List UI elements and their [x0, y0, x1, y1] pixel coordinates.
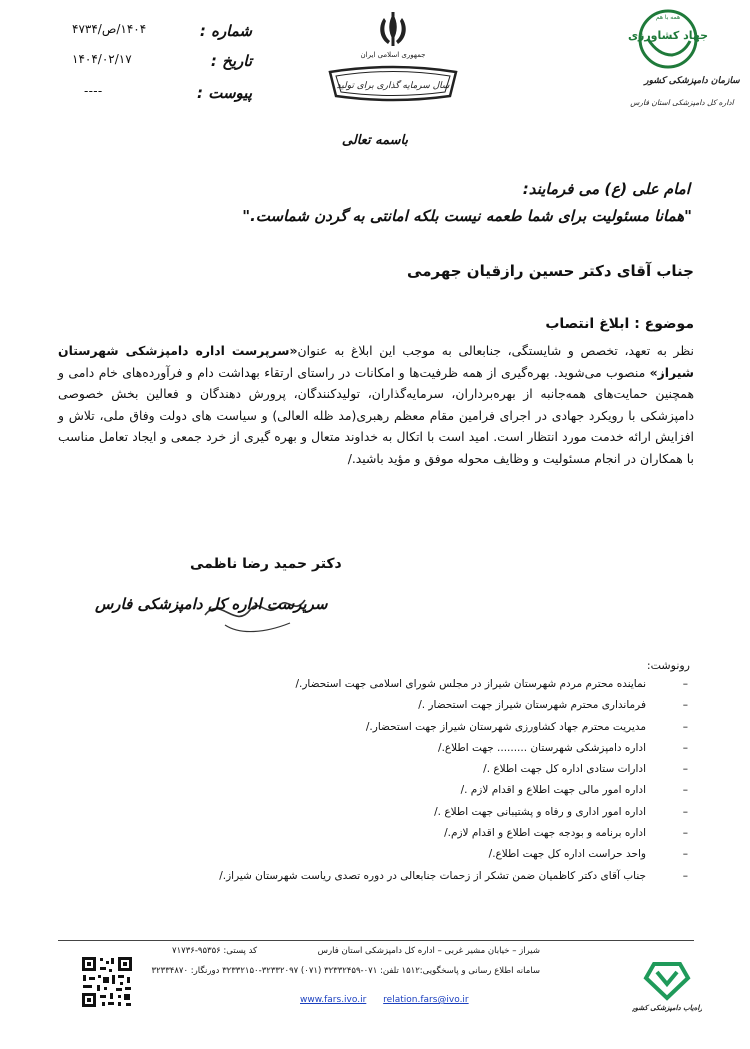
- quote-attribution: امام علی (ع) می فرمایند:: [522, 180, 690, 198]
- cc-item: – جناب آقای دکتر کاظمیان ضمن تشکر از زحمات جنابعالی در دوره تصدی ریاست شهرستان شیراز./: [219, 869, 688, 882]
- signer-title: سرپرست اداره کل دامپزشکی فارس: [95, 595, 328, 613]
- body-part1: نظر به تعهد، تخصص و شایستگی، جنابعالی به موجب این ابلاغ به عنوان: [297, 343, 694, 358]
- jihad-keshavarzi-logo: [612, 5, 744, 115]
- footer-logo-caption: راه‌یاب دامپزشکی کشور: [632, 1004, 702, 1012]
- recipient: جناب آقای دکتر حسین رازقیان جهرمی: [407, 262, 694, 280]
- cc-item: – نماینده محترم مردم شهرستان شیراز در مجلس شورای اسلامی جهت استحضار./: [295, 678, 688, 690]
- footer-contact: سامانه اطلاع رسانی و پاسخگویی:۱۵۱۲ تلفن: ۰۷۱-۳۲۳۳۲۴۵۹ (۰۷۱) ۳۲۳۳۲۰۹۷-۳۲۳۳۲۱۵۰ دورنگار: ۳۲۳۳۴۸۷۰: [151, 966, 540, 976]
- signer-name: دکتر حمید رضا ناظمی: [190, 556, 342, 572]
- number-value: ۱۴۰۴/ص/۴۷۳۴: [72, 22, 147, 36]
- cc-item: – اداره برنامه و بودجه جهت اطلاع و اقدام لازم./: [444, 827, 688, 840]
- iran-emblem: [318, 8, 468, 108]
- qr-code-icon: [80, 955, 134, 1009]
- rahyab-logo: [632, 958, 702, 1014]
- emblem-caption: جمهوری اسلامی ایران: [360, 51, 426, 59]
- cc-item: – اداره امور اداری و رفاه و پشتیبانی جهت اطلاع ./: [434, 805, 688, 818]
- emblem-icon: [318, 8, 468, 108]
- website-link[interactable]: www.fars.ivo.ir: [300, 995, 367, 1005]
- org-logo-top: همه با هم: [655, 14, 681, 21]
- body-appointment-title: «سرپرست اداره دامپزشکی شهرستان شیراز»: [58, 343, 694, 380]
- footer-divider: [58, 940, 694, 941]
- letter-body: [58, 340, 694, 469]
- footer-postal-code: کد پستی: ۹۵۳۵۶-۷۱۷۳۶: [172, 946, 258, 956]
- quote-text: "همانا مسئولیت برای شما طعمه نیست بلکه امانتی به گردن شماست.": [242, 207, 692, 225]
- bismillah: باسمه تعالی: [341, 133, 409, 148]
- cc-item: – مدیریت محترم جهاد کشاورزی شهرستان شیراز جهت استحضار./: [365, 720, 688, 733]
- footer-address: شیراز – خیابان مشیر غربی – اداره کل دامپزشکی استان فارس: [317, 946, 540, 956]
- emblem-motto: سال سرمایه گذاری برای تولید: [336, 81, 450, 91]
- letter-number: [52, 22, 252, 46]
- letter-attachment: [52, 84, 252, 108]
- cc-item: – اداره دامپزشکی شهرستان ......... جهت اطلاع./: [438, 741, 688, 754]
- attachment-value: ----: [84, 84, 103, 98]
- cc-label: رونوشت:: [646, 659, 690, 672]
- letter-date: [52, 52, 252, 76]
- body-part2: منصوب می‌شوید. بهره‌گیری از همه ظرفیت‌ها و امکانات در راستای ارتقاء بهداشت دام و فرآورده‌های خام دامی و همچنین حمایت‌های همه‌جانبه از بهره‌برداران، سرمایه‌گذاران، تولیدکنندگان، پرورش دهندگان و فعالین بخش خصوصی دامپزشکی با رویکرد جهادی در اجرای فرامین مقام معظم رهبری(مد ظله العالی) و سیاست های دولت وفاق ملی، تلاش و افزایش ارائه خدمت مورد انتظار است. امید است با اتکال به خداوند متعال و بهره گیری از خرد جمعی و ایجاد تعامل مناسب با همکاران در انجام مسئولیت و وظایف محوله موفق و مؤید باشید./: [58, 364, 694, 466]
- number-label: شماره :: [199, 22, 252, 40]
- org-logo-icon: [612, 5, 744, 115]
- cc-item: – اداره امور مالی جهت اطلاع و اقدام لازم ./: [460, 784, 688, 797]
- footer-links: [300, 995, 483, 1005]
- org-line2: اداره کل دامپزشکی استان فارس: [630, 98, 734, 107]
- org-line1: سازمان دامپزشکی کشور: [644, 76, 740, 86]
- org-logo-title: جهاد کشاورزی: [627, 29, 709, 42]
- date-label: تاریخ :: [210, 52, 252, 70]
- cc-item: – ادارات ستادی اداره کل جهت اطلاع ./: [483, 763, 688, 776]
- email-link[interactable]: relation.fars@ivo.ir: [383, 995, 469, 1005]
- rahyab-icon: [632, 958, 702, 1014]
- date-value: ۱۴۰۴/۰۲/۱۷: [72, 52, 132, 66]
- subject: موضوع : ابلاغ انتصاب: [545, 316, 694, 332]
- attachment-label: پیوست :: [197, 84, 252, 102]
- cc-item: – واحد حراست اداره کل جهت اطلاع./: [488, 848, 688, 861]
- cc-item: – فرمانداری محترم شهرستان شیراز جهت استحضار ./: [418, 699, 688, 712]
- cc-list: [168, 678, 688, 891]
